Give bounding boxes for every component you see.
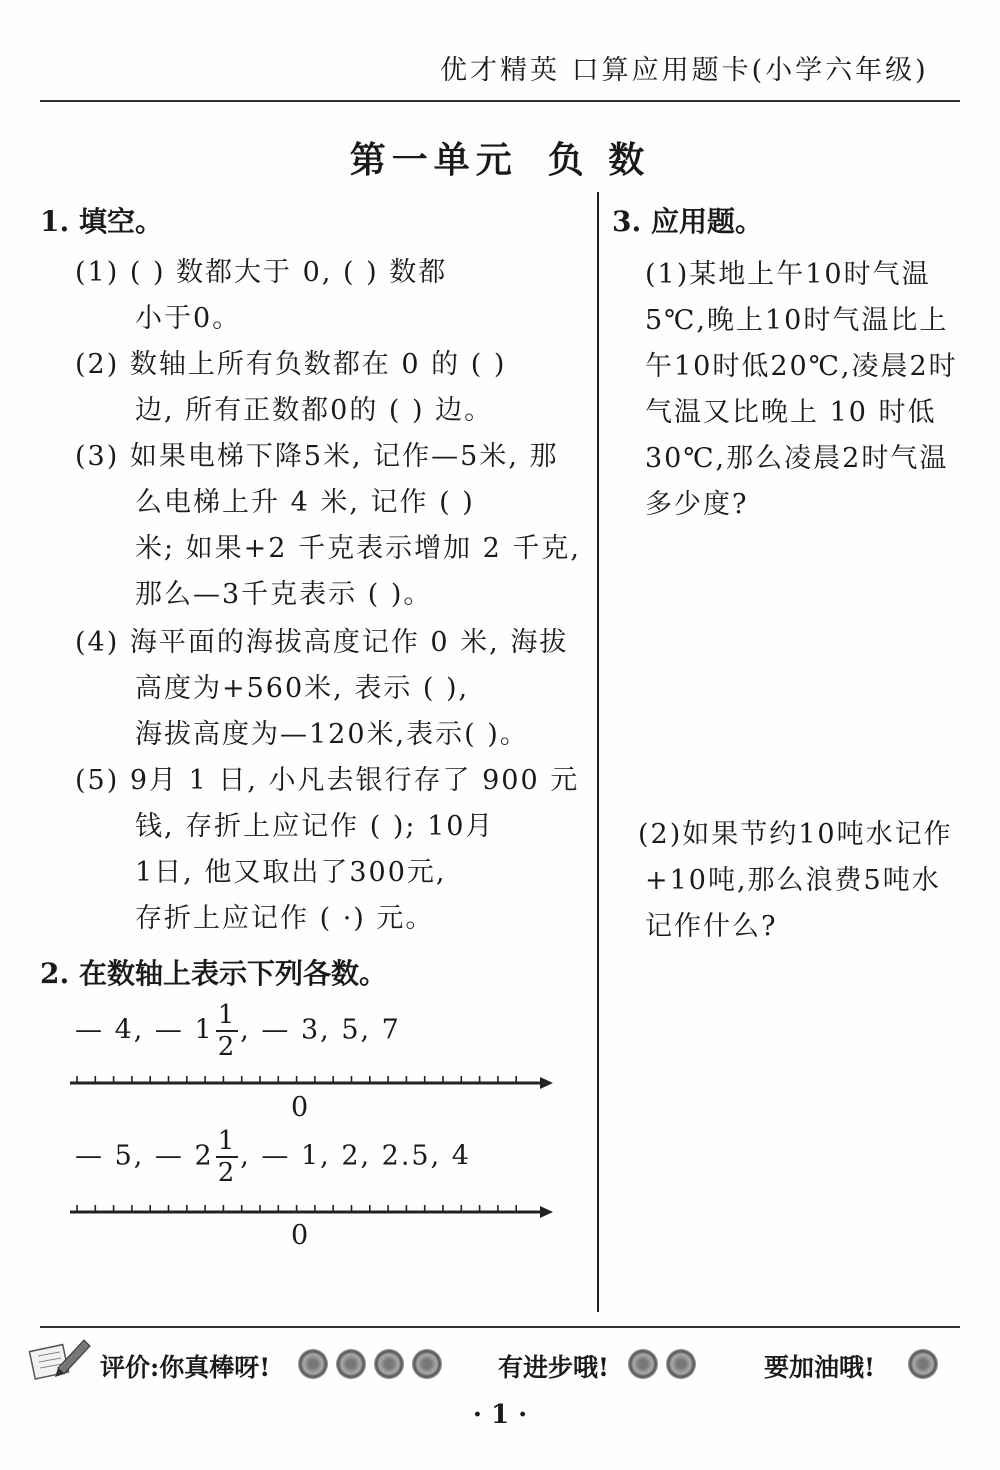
header-title: 优才精英 口算应用题卡(小学六年级) [440, 55, 929, 86]
number-line-1 [65, 1068, 555, 1098]
fraction [216, 1128, 239, 1186]
q1-line: (3) 如果电梯下降5米, 记作—5米, 那 [75, 441, 559, 472]
q3-p2-line: +10吨,那么浪费5吨水 [645, 865, 941, 896]
flower-icon [908, 1349, 938, 1379]
flower-icon [628, 1349, 658, 1379]
q1-line: 钱, 存折上应记作 ( ); 10月 [135, 811, 495, 842]
q2-numbers-row2 [75, 1128, 471, 1186]
progress-label: 有进步哦! [498, 1353, 609, 1382]
number-line-2 [65, 1197, 555, 1227]
fraction-denominator: 2 [217, 1158, 237, 1188]
unit-title [0, 132, 1000, 183]
q3-p1-line: 5℃,晚上10时气温比上 [645, 305, 949, 336]
evaluation-label: 评价:你真棒呀! [100, 1353, 271, 1382]
q1-line: (5) 9月 1 日, 小凡去银行存了 900 元 [75, 765, 580, 796]
q1-line: 存折上应记作 ( ·) 元。 [135, 903, 435, 934]
fraction-denominator: 2 [217, 1032, 237, 1062]
q2-row1-prefix: — 4, — 1 [75, 1014, 214, 1046]
unit-title-part1: 第一单元 [349, 139, 518, 181]
cheer-label: 要加油哦! [764, 1353, 875, 1382]
q1-line: 高度为+560米, 表示 ( ), [135, 673, 470, 704]
q3-p1-line: (1)某地上午10时气温 [645, 259, 931, 290]
fraction-numerator: 1 [217, 1126, 237, 1156]
header-divider [40, 100, 960, 102]
q1-heading: 1. 填空。 [40, 205, 163, 238]
q2-row1-suffix: , — 3, 5, 7 [240, 1014, 401, 1046]
flower-icon [374, 1349, 404, 1379]
q2-row2-prefix: — 5, — 2 [75, 1140, 214, 1172]
q3-p1-line: 午10时低20℃,凌晨2时 [645, 351, 958, 382]
footer-divider [40, 1326, 960, 1328]
q3-heading: 3. 应用题。 [612, 205, 763, 238]
page-number: · 1 · [472, 1400, 528, 1430]
column-divider [597, 192, 599, 1312]
q2-row2-suffix: , — 1, 2, 2.5, 4 [240, 1140, 471, 1172]
q1-line: 米; 如果+2 千克表示增加 2 千克, [135, 533, 581, 564]
number-line-2-zero-label: 0 [291, 1220, 309, 1251]
flower-icon [298, 1349, 328, 1379]
unit-title-part2: 负 数 [547, 139, 651, 181]
q1-line: (1) ( ) 数都大于 0, ( ) 数都 [75, 257, 448, 288]
q1-line: 边, 所有正数都0的 ( ) 边。 [135, 395, 494, 426]
q3-p1-line: 多少度? [645, 489, 749, 520]
q2-numbers-row1 [75, 1002, 401, 1060]
q2-heading: 2. 在数轴上表示下列各数。 [40, 957, 387, 990]
flower-icon [336, 1349, 366, 1379]
q1-line: (4) 海平面的海拔高度记作 0 米, 海拔 [75, 627, 569, 658]
q1-line: 小于0。 [135, 303, 242, 334]
number-line-1-zero-label: 0 [291, 1092, 309, 1123]
q3-p1-line: 30℃,那么凌晨2时气温 [645, 443, 949, 474]
q1-line: 那么—3千克表示 ( )。 [135, 579, 433, 610]
flower-icon [412, 1349, 442, 1379]
q1-line: 1日, 他又取出了300元, [135, 857, 447, 888]
notebook-pencil-icon [28, 1334, 92, 1384]
fraction-numerator: 1 [217, 1000, 237, 1030]
q1-line: 么电梯上升 4 米, 记作 ( ) [135, 487, 475, 518]
q3-p1-line: 气温又比晚上 10 时低 [645, 397, 937, 428]
q3-p2-line: 记作什么? [645, 911, 778, 942]
flower-icon [666, 1349, 696, 1379]
fraction [216, 1002, 239, 1060]
q1-line: 海拔高度为—120米,表示( )。 [135, 719, 529, 750]
q3-p2-line: (2)如果节约10吨水记作 [638, 819, 953, 850]
q1-line: (2) 数轴上所有负数都在 0 的 ( ) [75, 349, 507, 380]
